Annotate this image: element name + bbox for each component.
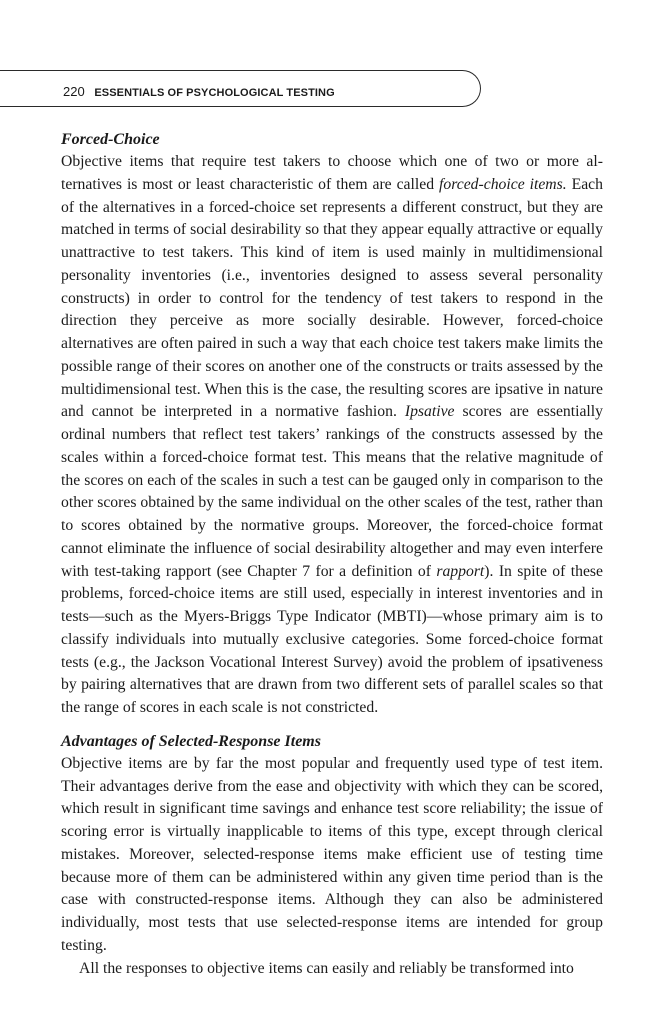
term-ipsative: Ipsative — [404, 403, 455, 421]
page-body — [61, 128, 603, 980]
paragraph-advantages: Objective items are by far the most popular and frequently used type of test item. Their advantages derive from the ease and objectivity with which they can be scored, which result in significant time savings and enhance test score reliability; the issue of scoring error is virtually inapplicable to items of this type, except through clerical mistakes. Moreover, selected-response items make efficient use of testing time because more of them can be administered within any given time period than is the case with constructed-response items. Although they can also be administered individually, most tests that use selected-response items are intended for group testing. — [61, 754, 603, 954]
text-run: Objective items that require test takers to choose which one of two or more alternatives is most or least characteristic of them are called — [61, 153, 603, 193]
text-run: scores are essentially ordinal numbers that reflect test takers’ rankings of the constructs assessed by the scales within a forced-choice format test. This means that the relative magnitude of the scores on each of the scales in such a test can be gauged only in comparison to the other scores obtained by the same individual on the other scales of the test, rather than to scores obtained by the normative groups. Moreover, the forced-choice format cannot eliminate the influence of social desirability altogether and may even interfere with test-taking rapport (see Chapter 7 for a definition of — [61, 403, 603, 580]
term-forced-choice-items: forced-choice items. — [439, 175, 567, 193]
section-heading-forced-choice: Forced-Choice — [61, 131, 160, 148]
term-rapport: rapport — [436, 562, 485, 580]
section-heading-advantages: Advantages of Selected-Response Items — [61, 732, 321, 750]
running-title: ESSENTIALS OF PSYCHOLOGICAL TESTING — [94, 87, 335, 99]
text-run: ). In spite of these problems, forced-choice items are still used, especially in interest inventories and in tests—such as the Myers-Briggs Type Indicator (MBTI)—whose primary aim is to classify individuals into mutually exclusive categories. Some forced-choice format tests (e.g., the Jackson Vocational Interest Survey) avoid the problem of ipsativeness by pairing alternatives that are drawn from two different sets of parallel scales so that the range of scores in each scale is not constricted. — [61, 562, 603, 716]
paragraph-forced-choice — [61, 151, 603, 720]
paragraph-objective-responses: All the responses to objective items can easily and reliably be transformed into — [79, 959, 574, 977]
running-header — [63, 84, 335, 101]
text-run: Each of the alternatives in a forced-choice set represents a different construct, but they are matched in terms of social desirability so that they appear equally attractive or equally unattractive to test takers. This kind of item is used mainly in multidimensional personality inventories (i.e., inventories designed to assess several personality constructs) in order to control for the tendency of test takers to respond in the direction they perceive as more socially desirable. However, forced-choice alternatives are often paired in such a way that each choice test takers make limits the possible range of their scores on another one of the constructs or traits assessed by the multidimensional test. When this is the case, the resulting scores are ipsative in nature and cannot be interpreted in a normative fashion. — [61, 175, 603, 421]
page-number: 220 — [63, 84, 85, 99]
